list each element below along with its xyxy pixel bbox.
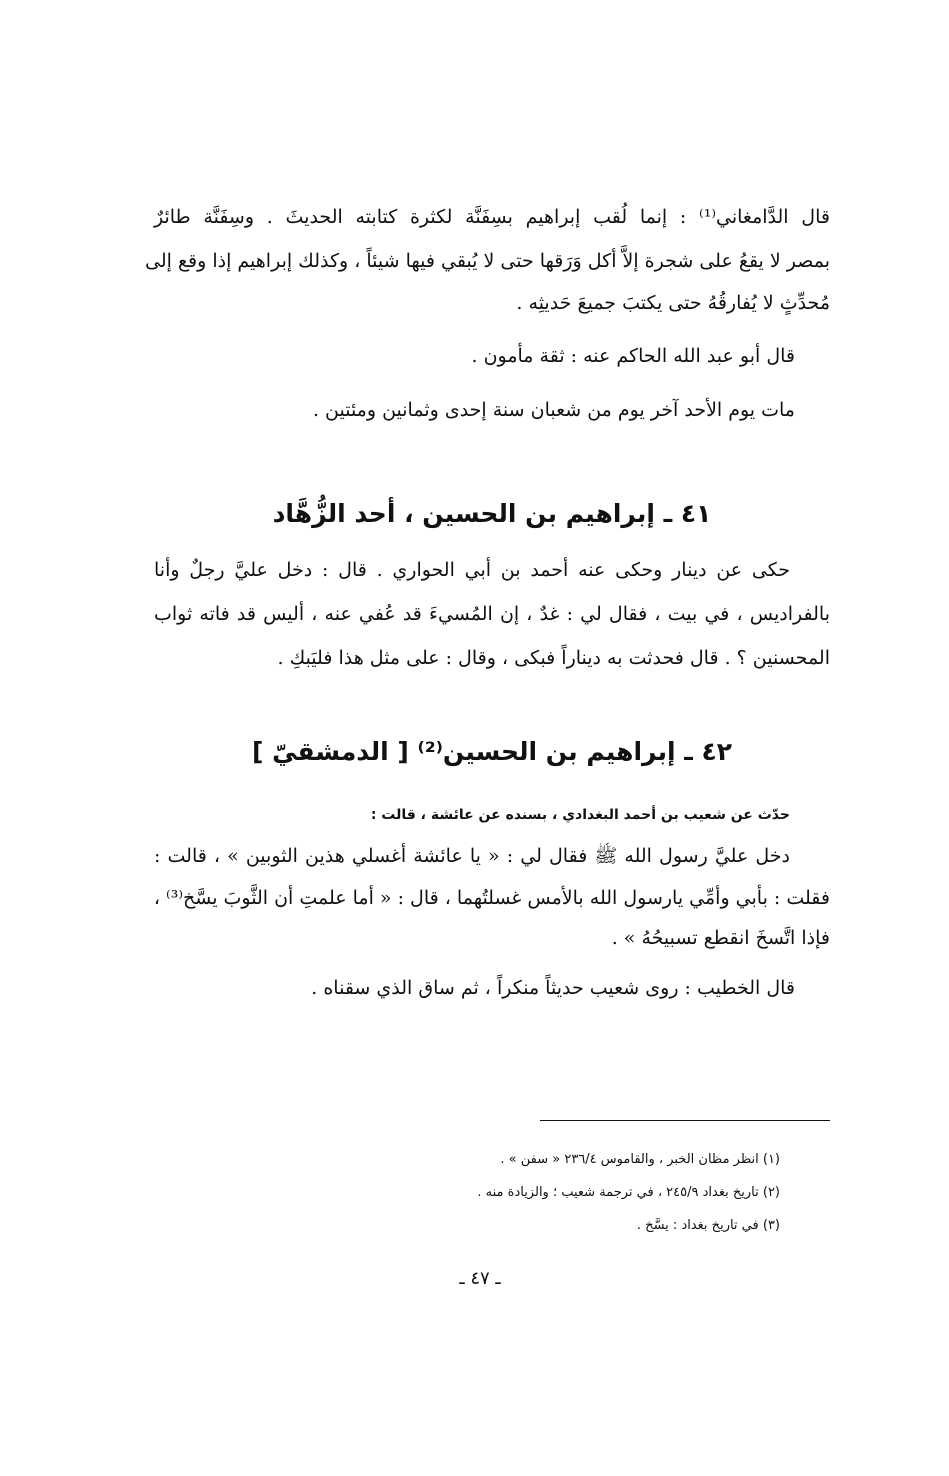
- entry-42-line-3: فإذا اتَّسخَ انقطع تسبيحُهُ » .: [611, 927, 830, 949]
- entry-42-isnad: حدّث عن شعيب بن أحمد البغدادي ، بسنده عن عائشة ، قالت :: [370, 807, 790, 823]
- entry-42-line-1: دخل عليَّ رسول الله ﷺ فقال لي : « يا عائشة أغسلي هذين الثوبين » ، قالت :: [154, 845, 790, 867]
- footnote-3: (٣) في تاريخ بغداد : يسَّخ .: [636, 1218, 780, 1233]
- paragraph-1-line-2: بمصر لا يقعُ على شجرة إلاَّ أكل وَرَقها حتى لا يُبقي فيها شيئاً ، وكذلك إبراهيم إذا وقع إلى: [145, 250, 830, 272]
- paragraph-1-line-1: قال الدَّامغاني⁽¹⁾ : إنما لُقب إبراهيم بسِفَنَّة لكثرة كتابته الحديثَ . وسِفَنَّة طائرٌ: [154, 206, 830, 228]
- page-number: ـ ٤٧ ـ: [459, 1268, 501, 1289]
- entry-42-line-2: فقلت : بأبي وأمِّي يارسول الله بالأمس غسلتُهما ، قال : « أما علمتِ أن الثَّوبَ يسَّخ⁽³⁾ ،: [153, 887, 830, 909]
- paragraph-2: قال أبو عبد الله الحاكم عنه : ثقة مأمون .: [471, 345, 795, 367]
- entry-41-heading: ٤١ ـ إبراهيم بن الحسين ، أحد الزُّهَّاد: [272, 499, 712, 528]
- footnote-separator: [540, 1120, 830, 1121]
- entry-41-line-2: بالفراديس ، في بيت ، فقال لي : غدٌ ، إن المُسيءَ قد عُفي عنه ، أليس قد فاته ثواب: [154, 603, 830, 625]
- footnote-2: (٢) تاريخ بغداد ٢٤٥/٩ ، في ترجمة شعيب ؛ والزيادة منه .: [477, 1185, 780, 1200]
- entry-42-line-4: قال الخطيب : روى شعيب حديثاً منكراً ، ثم ساق الذي سقناه .: [311, 977, 795, 999]
- footnote-1: (١) انظر مظان الخبر ، والقاموس ٢٣٦/٤ « سفن » .: [500, 1152, 780, 1167]
- entry-42-heading: ٤٢ ـ إبراهيم بن الحسين⁽²⁾ [ الدمشقيّ ]: [251, 737, 733, 766]
- entry-41-line-3: المحسنين ؟ . قال فحدثت به ديناراً فبكى ، وقال : على مثل هذا فليَبكِ .: [277, 647, 830, 669]
- paragraph-3: مات يوم الأحد آخر يوم من شعبان سنة إحدى وثمانين ومئتين .: [312, 399, 795, 421]
- paragraph-1-line-3: مُحدِّثٍ لا يُفارقُهُ حتى يكتبَ جميعَ حَديثِه .: [516, 292, 830, 314]
- entry-41-line-1: حكى عن دينار وحكى عنه أحمد بن أبي الحواري . قال : دخل عليَّ رجلٌ وأنا: [154, 559, 790, 581]
